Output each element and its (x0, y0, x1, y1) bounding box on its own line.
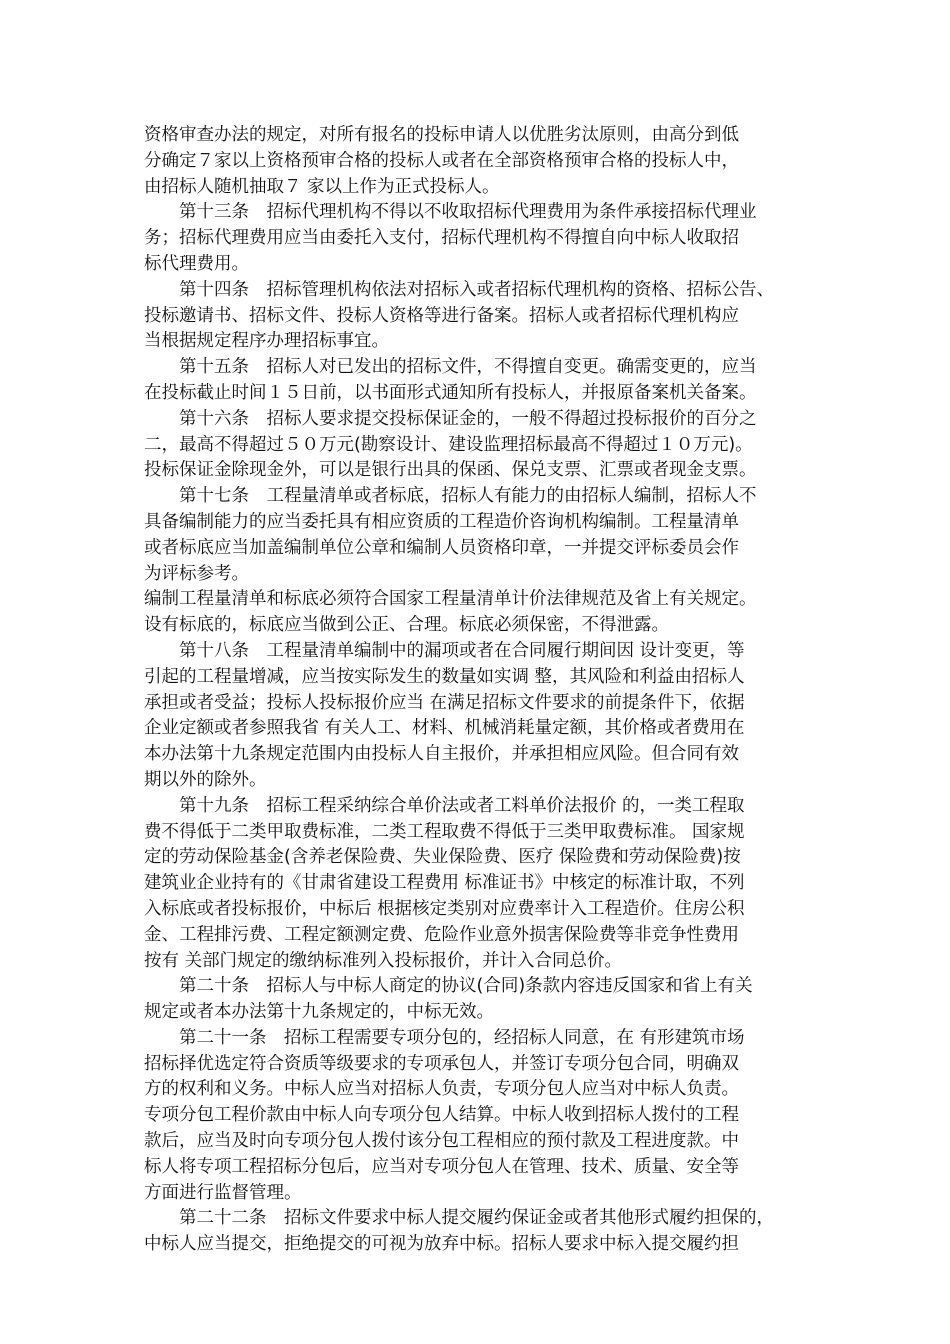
text-line: 分确定７家以上资格预审合格的投标人或者在全部资格预审合格的投标人中， (144, 150, 739, 171)
text-line: 当根据规定程序办理招标事宜。 (144, 331, 389, 352)
article-19-text: 第十九条 招标工程采纳综合单价法或者工料单价法报价 的，一类工程取 (144, 795, 745, 816)
text-line: 投标保证金除现金外，可以是银行出具的保函、保兑支票、汇票或者现金支票。 (144, 460, 757, 481)
text-line: 方面进行监督管理。 (144, 1182, 302, 1203)
article-22-text: 第二十二条 招标文件要求中标人提交履约保证金或者其他形式履约担保的， (144, 1208, 774, 1229)
text-line: 设有标底的，标底应当做到公正、合理。标底必须保密，不得泄露。 (144, 615, 669, 636)
article-16-text: 第十六条 招标人要求提交投标保证金的，一般不得超过投标报价的百分之 (144, 408, 757, 429)
text-line: 本办法第十九条规定范围内由投标人自主报价，并承担相应风险。但合同有效 (144, 744, 739, 765)
text-line: 中标人应当提交，拒绝提交的可视为放弃中标。招标人要求中标入提交履约担 (144, 1234, 739, 1255)
text-line: 二，最高不得超过５０万元(勘察设计、建设监理招标最高不得超过１０万元)。 (144, 434, 753, 455)
text-line: 建筑业企业持有的《甘肃省建设工程费用 标准证书》中核定的标准计取，不列 (144, 873, 745, 894)
text-line: 在投标截止时间１５日前，以书面形式通知所有投标人，并报原备案机关备案。 (144, 382, 757, 403)
text-line: 费不得低于二类甲取费标准，二类工程取费不得低于三类甲取费标准。 国家规 (144, 821, 745, 842)
text-line: 招标择优选定符合资质等级要求的专项承包人，并签订专项分包合同，明确双 (144, 1053, 739, 1074)
text-line: 方的权利和义务。中标人应当对招标人负责，专项分包人应当对中标人负责。 (144, 1079, 739, 1100)
text-line: 款后，应当及时向专项分包人拨付该分包工程相应的预付款及工程进度款。中 (144, 1131, 739, 1152)
text-line: 金、工程排污费、工程定额测定费、危险作业意外损害保险费等非竞争性费用 (144, 924, 739, 945)
text-line: 由招标人随机抽取７ 家以上作为正式投标人。 (144, 176, 500, 197)
text-line: 规定或者本办法第十九条规定的，中标无效。 (144, 1002, 494, 1023)
text-line: 专项分包工程价款由中标人向专项分包人结算。中标人收到招标人拨付的工程 (144, 1105, 739, 1126)
text-line: 按有 关部门规定的缴纳标准列入投标报价，并计入合同总价。 (144, 950, 623, 971)
document-body-text (144, 123, 824, 1258)
article-14-text: 第十四条 招标管理机构依法对招标入或者招标代理机构的资格、招标公告、 (144, 279, 774, 300)
text-line: 企业定额或者参照我省 有关人工、材料、机械消耗量定额，其价格或者费用在 (144, 718, 745, 739)
text-line: 或者标底应当加盖编制单位公章和编制人员资格印章，一并提交评标委员会作 (144, 537, 739, 558)
text-line: 期以外的除外。 (144, 769, 267, 790)
text-line: 资格审查办法的规定，对所有报名的投标申请人以优胜劣汰原则，由高分到低 (144, 125, 739, 145)
article-21-text: 第二十一条 招标工程需要专项分包的，经招标人同意，在 有形建筑市场 (144, 1027, 745, 1048)
text-line: 投标邀请书、招标文件、投标人资格等进行备案。招标人或者招标代理机构应 (144, 305, 739, 326)
text-line: 定的劳动保险基金(含养老保险费、失业保险费、医疗 保险费和劳动保险费)按 (144, 847, 741, 868)
text-line: 引起的工程量增减，应当按实际发生的数量如实调 整，其风险和利益由招标人 (144, 666, 745, 687)
article-18-text: 第十八条 工程量清单编制中的漏项或者在合同履行期间因 设计变更，等 (144, 640, 745, 661)
article-13-text: 第十三条 招标代理机构不得以不收取招标代理费用为条件承接招标代理业 (144, 202, 757, 223)
text-line: 为评标参考。 (144, 563, 249, 584)
article-20-text: 第二十条 招标人与中标人商定的协议(合同)条款内容违反国家和省上有关 (144, 976, 753, 997)
article-15-text: 第十五条 招标人对已发出的招标文件，不得擅自变更。确需变更的，应当 (144, 357, 757, 378)
article-17-text: 第十七条 工程量清单或者标底，招标人有能力的由招标人编制，招标人不 (144, 486, 757, 507)
text-line: 务；招标代理费用应当由委托入支付，招标代理机构不得擅自向中标人收取招 (144, 228, 739, 249)
text-line: 标代理费用。 (144, 253, 249, 274)
text-line: 入标底或者投标报价，中标后 根据核定类别对应费率计入工程造价。住房公积 (144, 898, 745, 919)
text-line: 具备编制能力的应当委托具有相应资质的工程造价咨询机构编制。工程量清单 (144, 511, 739, 532)
text-line: 标人将专项工程招标分包后，应当对专项分包人在管理、技术、质量、安全等 (144, 1156, 739, 1177)
text-line: 承担或者受益；投标人投标报价应当 在满足招标文件要求的前提条件下，依据 (144, 692, 745, 713)
text-line: 编制工程量清单和标底必须符合国家工程量清单计价法律规范及省上有关规定。 (144, 589, 757, 610)
